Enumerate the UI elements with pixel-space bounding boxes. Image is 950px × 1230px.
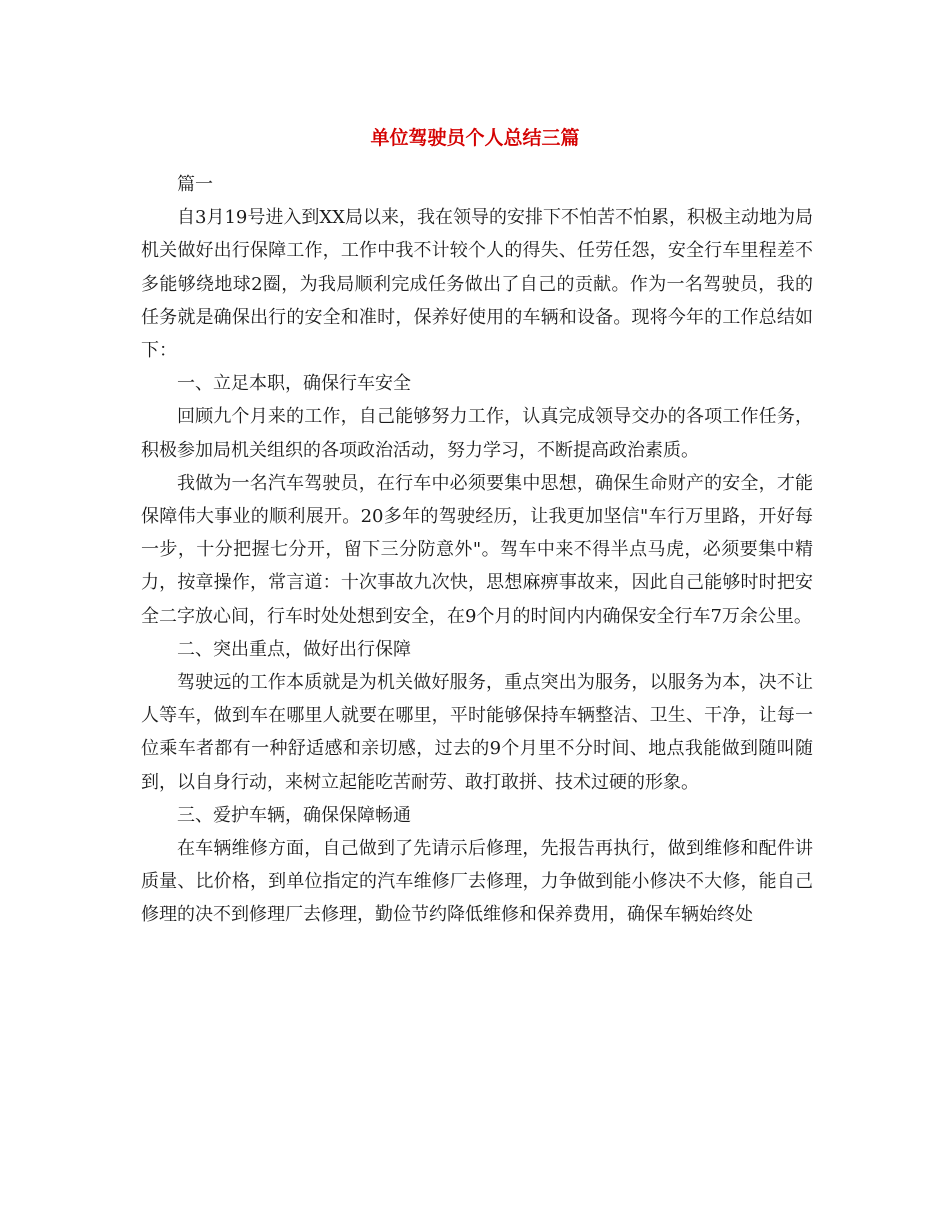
paragraph: 驾驶远的工作本质就是为机关做好服务，重点突出为服务，以服务为本，决不让人等车，做到车在哪里人就要在哪里，平时能够保持车辆整洁、卫生、干净，让每一位乘车者都有一种舒适感和亲切感，过去的9个月里不分时间、地点我能做到随叫随到，以自身行动，来树立起能吃苦耐劳、敢打敢拼、技术过硬的形象。 (141, 672, 813, 793)
section-heading-2: 二、突出重点，做好出行保障 (177, 638, 411, 660)
section-heading-1: 一、立足本职，确保行车安全 (177, 373, 411, 395)
paragraph-intro: 自3月19号进入到XX局以来，我在领导的安排下不怕苦不怕累，积极主动地为局机关做好出行保障工作，工作中我不计较个人的得失、任劳任怨，安全行车里程差不多能够绕地球2圈，为我局顺利完成任务做出了自己的贡献。作为一名驾驶员，我的任务就是确保出行的安全和准时，保养好使用的车辆和设备。现将今年的工作总结如下： (141, 207, 813, 362)
paragraph: 回顾九个月来的工作，自己能够努力工作，认真完成领导交办的各项工作任务，积极参加局机关组织的各项政治活动，努力学习，不断提高政治素质。 (141, 406, 813, 461)
section-heading-part-one: 篇一 (177, 174, 213, 195)
section-heading-3: 三、爱护车辆，确保保障畅通 (177, 804, 411, 826)
paragraph: 在车辆维修方面，自己做到了先请示后修理，先报告再执行，做到维修和配件讲质量、比价格，到单位指定的汽车维修厂去修理，力争做到能小修决不大修，能自己修理的决不到修理厂去修理，勤俭节约降低维修和保养费用，确保车辆始终处 (141, 838, 813, 926)
paragraph: 我做为一名汽车驾驶员，在行车中必须要集中思想，确保生命财产的安全，才能保障伟大事业的顺利展开。20多年的驾驶经历，让我更加坚信"车行万里路，开好每一步，十分把握七分开，留下三分防意外"。驾车中来不得半点马虎，必须要集中精力，按章操作，常言道：十次事故九次快，思想麻痹事故来，因此自己能够时时把安全二字放心间，行车时处处想到安全，在9个月的时间内内确保安全行车7万余公里。 (141, 472, 813, 627)
document-title: 单位驾驶员个人总结三篇 (370, 127, 580, 149)
document-body (141, 168, 813, 932)
